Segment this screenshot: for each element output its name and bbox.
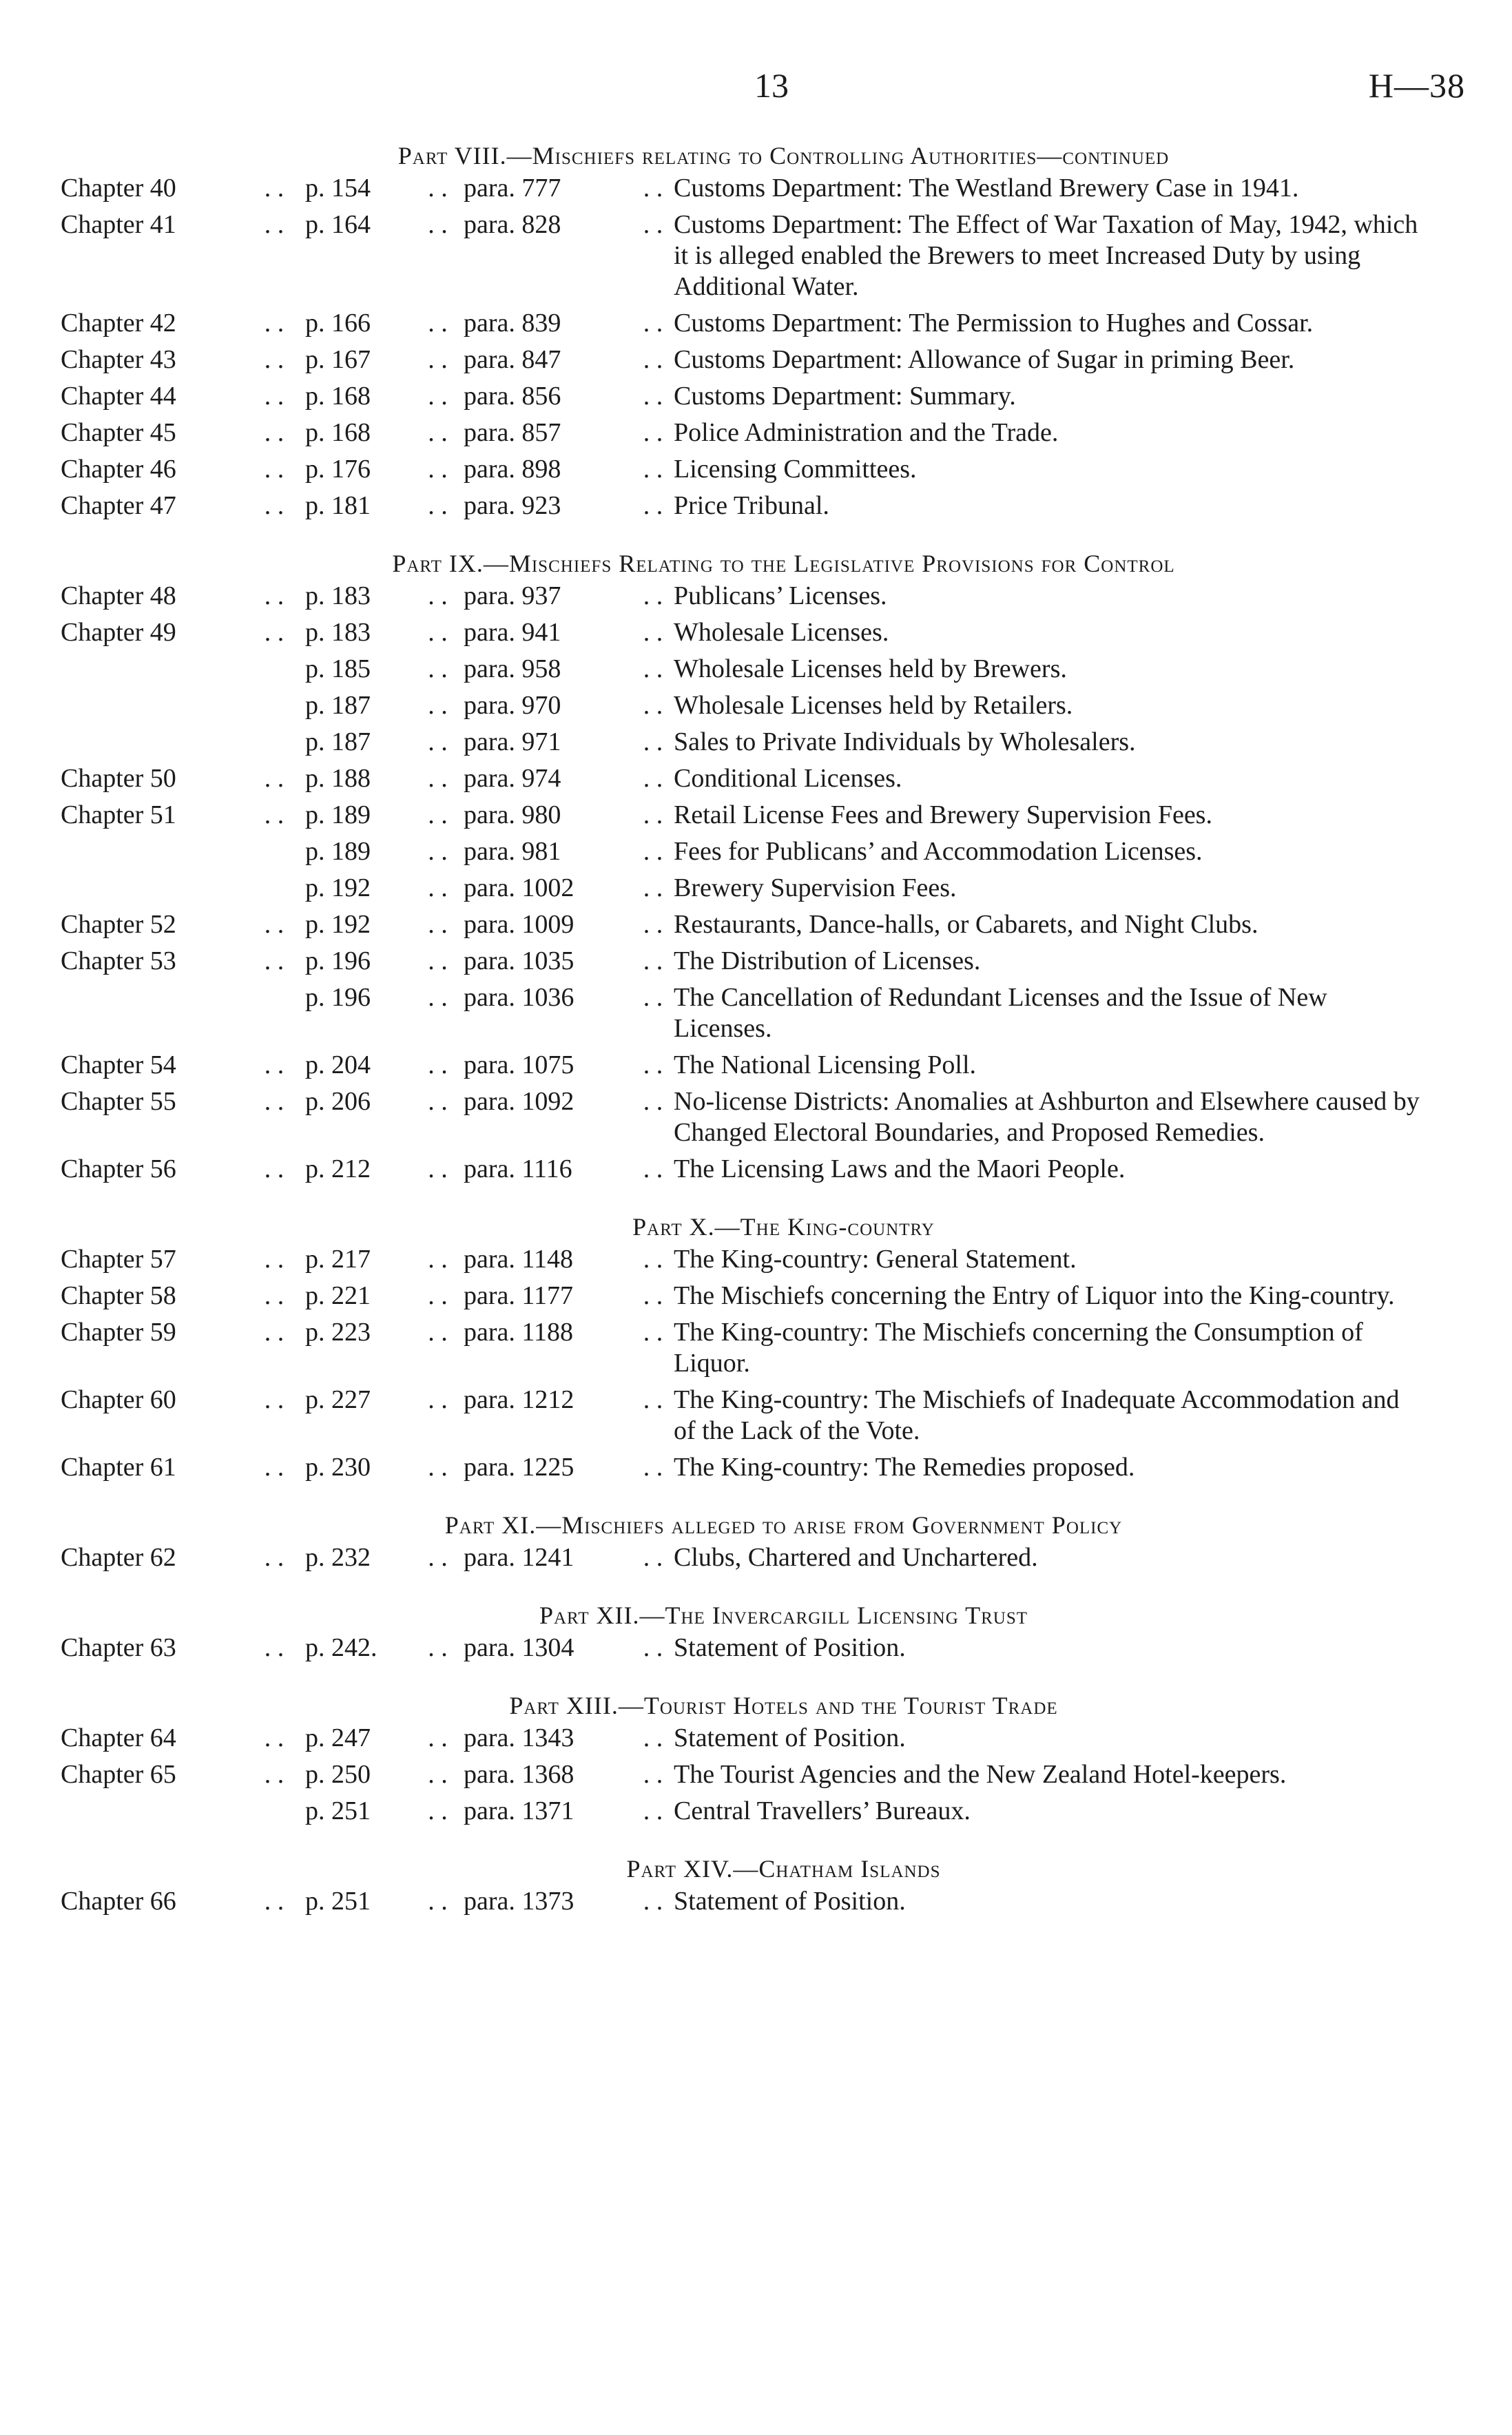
- page-reference: p. 176: [305, 455, 371, 484]
- page-reference: p. 185: [305, 654, 371, 683]
- paragraph-reference: para. 828: [464, 210, 561, 239]
- paragraph-reference: para. 856: [464, 382, 561, 411]
- paragraph-reference: para. 1373: [464, 1887, 574, 1916]
- toc-rows: [0, 1723, 1512, 1827]
- toc-entry[interactable]: [0, 836, 1512, 867]
- toc-entry[interactable]: [0, 654, 1512, 685]
- chapter-title: Wholesale Licenses held by Retailers.: [674, 691, 1073, 720]
- part-heading: [0, 1601, 1512, 1630]
- paragraph-reference: para. 981: [464, 837, 561, 866]
- leader-dots: . .: [643, 764, 663, 793]
- leader-dots: . .: [643, 345, 663, 374]
- page-reference: p. 242.: [305, 1633, 377, 1662]
- page-reference: p. 230: [305, 1453, 371, 1482]
- chapter-title: Brewery Supervision Fees.: [674, 873, 957, 902]
- leader-dots: . .: [643, 618, 663, 647]
- paragraph-reference: para. 1116: [464, 1154, 572, 1183]
- part-heading-text: Part XII.—The Invercargill Licensing Trust: [539, 1602, 1028, 1629]
- part-heading: [0, 1511, 1512, 1540]
- chapter-title: The Distribution of Licenses.: [674, 946, 981, 975]
- chapter-number: Chapter 51: [61, 800, 176, 829]
- leader-dots: . .: [643, 1760, 663, 1789]
- chapter-title: Fees for Publicans’ and Accommodation Licenses.: [674, 837, 1203, 866]
- leader-dots: . .: [428, 1887, 448, 1916]
- toc-entry[interactable]: [0, 1452, 1512, 1483]
- chapter-number: Chapter 61: [61, 1453, 176, 1482]
- chapter-number: Chapter 48: [61, 581, 176, 610]
- page-reference: p. 192: [305, 873, 371, 902]
- chapter-title: Wholesale Licenses held by Brewers.: [674, 654, 1067, 683]
- toc-entry[interactable]: [0, 1542, 1512, 1573]
- toc-entry[interactable]: [0, 1759, 1512, 1790]
- chapter-title: Clubs, Chartered and Unchartered.: [674, 1543, 1038, 1572]
- leader-dots: . .: [643, 910, 663, 939]
- leader-dots: . .: [428, 654, 448, 683]
- leader-dots: . .: [643, 654, 663, 683]
- leader-dots: . .: [643, 418, 663, 447]
- leader-dots: . .: [264, 1154, 284, 1183]
- part-heading: [0, 1854, 1512, 1883]
- leader-dots: . .: [264, 455, 284, 484]
- page-reference: p. 192: [305, 910, 371, 939]
- leader-dots: . .: [264, 1453, 284, 1482]
- page-reference: p. 187: [305, 691, 371, 720]
- toc-entry[interactable]: [0, 308, 1512, 339]
- part-heading-text: Part XIV.—Chatham Islands: [626, 1855, 941, 1883]
- paragraph-reference: para. 857: [464, 418, 561, 447]
- chapter-title: Conditional Licenses.: [674, 764, 902, 793]
- chapter-number: Chapter 66: [61, 1887, 176, 1916]
- paragraph-reference: para. 847: [464, 345, 561, 374]
- leader-dots: . .: [428, 382, 448, 411]
- chapter-number: Chapter 64: [61, 1723, 176, 1752]
- leader-dots: . .: [643, 1633, 663, 1662]
- leader-dots: . .: [264, 1760, 284, 1789]
- chapter-title: Customs Department: The Effect of War Taxation of May, 1942, which it is alleged enabled the Brewers to meet Increased Duty by using Additional Water.: [674, 210, 1418, 301]
- toc-part: [0, 1691, 1512, 1827]
- leader-dots: . .: [264, 1087, 284, 1116]
- leader-dots: . .: [264, 210, 284, 239]
- chapter-number: Chapter 58: [61, 1281, 176, 1310]
- paragraph-reference: para. 1212: [464, 1385, 574, 1414]
- leader-dots: . .: [264, 581, 284, 610]
- leader-dots: . .: [264, 800, 284, 829]
- paragraph-reference: para. 1188: [464, 1318, 573, 1347]
- page-header: [0, 65, 1512, 114]
- leader-dots: . .: [428, 491, 448, 520]
- leader-dots: . .: [264, 1385, 284, 1414]
- toc-entry[interactable]: [0, 690, 1512, 721]
- leader-dots: . .: [643, 1318, 663, 1347]
- toc-entry[interactable]: [0, 946, 1512, 977]
- chapter-title: The King-country: The Mischiefs concerning the Consumption of Liquor.: [674, 1318, 1363, 1378]
- chapter-title: Restaurants, Dance-halls, or Cabarets, and Night Clubs.: [674, 910, 1259, 939]
- page-reference: p. 227: [305, 1385, 371, 1414]
- page-reference: p. 250: [305, 1760, 371, 1789]
- leader-dots: . .: [264, 618, 284, 647]
- leader-dots: . .: [428, 1543, 448, 1572]
- paragraph-reference: para. 1343: [464, 1723, 574, 1752]
- part-heading-text: Part XIII.—Tourist Hotels and the Tourist Trade: [509, 1692, 1058, 1719]
- chapter-title: The Mischiefs concerning the Entry of Liquor into the King-country.: [674, 1281, 1395, 1310]
- page-reference: p. 188: [305, 764, 371, 793]
- paragraph-reference: para. 839: [464, 309, 561, 338]
- leader-dots: . .: [643, 1796, 663, 1825]
- leader-dots: . .: [428, 800, 448, 829]
- toc-entry[interactable]: [0, 982, 1512, 1044]
- leader-dots: . .: [264, 1723, 284, 1752]
- paragraph-reference: para. 971: [464, 727, 561, 756]
- toc-entry[interactable]: [0, 1796, 1512, 1827]
- toc-entry[interactable]: [0, 173, 1512, 204]
- leader-dots: . .: [643, 581, 663, 610]
- paragraph-reference: para. 923: [464, 491, 561, 520]
- paragraph-reference: para. 1002: [464, 873, 574, 902]
- chapter-title: Customs Department: The Westland Brewery Case in 1941.: [674, 174, 1299, 203]
- paragraph-reference: para. 1368: [464, 1760, 574, 1789]
- chapter-number: Chapter 44: [61, 382, 176, 411]
- page-reference: p. 196: [305, 983, 371, 1012]
- chapter-title: Customs Department: Summary.: [674, 382, 1016, 411]
- leader-dots: . .: [643, 1087, 663, 1116]
- leader-dots: . .: [428, 1760, 448, 1789]
- leader-dots: . .: [643, 382, 663, 411]
- leader-dots: . .: [643, 800, 663, 829]
- leader-dots: . .: [643, 727, 663, 756]
- part-heading-text: Part XI.—Mischiefs alleged to arise from Government Policy: [444, 1511, 1123, 1539]
- paragraph-reference: para. 1035: [464, 946, 574, 975]
- leader-dots: . .: [428, 1318, 448, 1347]
- leader-dots: . .: [643, 309, 663, 338]
- toc-entry[interactable]: [0, 1886, 1512, 1917]
- leader-dots: . .: [643, 1543, 663, 1572]
- paragraph-reference: para. 1371: [464, 1796, 574, 1825]
- chapter-title: Statement of Position.: [674, 1723, 906, 1752]
- leader-dots: . .: [264, 1281, 284, 1310]
- chapter-title: Customs Department: The Permission to Hughes and Cossar.: [674, 309, 1314, 338]
- leader-dots: . .: [428, 1723, 448, 1752]
- page-reference: p. 181: [305, 491, 371, 520]
- chapter-number: Chapter 47: [61, 491, 176, 520]
- toc-part: [0, 1854, 1512, 1917]
- leader-dots: . .: [428, 983, 448, 1012]
- paragraph-reference: para. 958: [464, 654, 561, 683]
- paragraph-reference: para. 1009: [464, 910, 574, 939]
- toc-entry[interactable]: [0, 873, 1512, 904]
- leader-dots: . .: [428, 618, 448, 647]
- toc-entry[interactable]: [0, 344, 1512, 375]
- page-reference: p. 247: [305, 1723, 371, 1752]
- part-heading: [0, 141, 1512, 170]
- leader-dots: . .: [643, 491, 663, 520]
- chapter-number: Chapter 41: [61, 210, 176, 239]
- leader-dots: . .: [264, 309, 284, 338]
- part-heading-text: Part X.—The King-country: [632, 1213, 935, 1241]
- leader-dots: . .: [643, 210, 663, 239]
- leader-dots: . .: [264, 1050, 284, 1079]
- leader-dots: . .: [428, 1633, 448, 1662]
- leader-dots: . .: [643, 1050, 663, 1079]
- part-heading: [0, 1691, 1512, 1720]
- leader-dots: . .: [643, 1154, 663, 1183]
- page-reference: p. 232: [305, 1543, 371, 1572]
- chapter-title: Retail License Fees and Brewery Supervision Fees.: [674, 800, 1212, 829]
- chapter-title: The King-country: The Remedies proposed.: [674, 1453, 1135, 1482]
- paragraph-reference: para. 937: [464, 581, 561, 610]
- paragraph-reference: para. 1304: [464, 1633, 574, 1662]
- paragraph-reference: para. 777: [464, 174, 561, 203]
- chapter-number: Chapter 57: [61, 1245, 176, 1274]
- toc-part: [0, 1212, 1512, 1483]
- chapter-number: Chapter 55: [61, 1087, 176, 1116]
- page-reference: p. 189: [305, 800, 371, 829]
- paragraph-reference: para. 1036: [464, 983, 574, 1012]
- leader-dots: . .: [264, 1887, 284, 1916]
- chapter-title: Statement of Position.: [674, 1633, 906, 1662]
- leader-dots: . .: [428, 946, 448, 975]
- toc-entry[interactable]: [0, 1050, 1512, 1081]
- toc-rows: [0, 173, 1512, 521]
- page-reference: p. 187: [305, 727, 371, 756]
- leader-dots: . .: [264, 1245, 284, 1274]
- leader-dots: . .: [428, 1245, 448, 1274]
- leader-dots: . .: [428, 910, 448, 939]
- toc-entry[interactable]: [0, 1317, 1512, 1379]
- chapter-number: Chapter 40: [61, 174, 176, 203]
- chapter-number: Chapter 46: [61, 455, 176, 484]
- toc-entry[interactable]: [0, 1633, 1512, 1664]
- chapter-number: Chapter 60: [61, 1385, 176, 1414]
- page-reference: p. 206: [305, 1087, 371, 1116]
- page-reference: p. 154: [305, 174, 371, 203]
- leader-dots: . .: [643, 1723, 663, 1752]
- leader-dots: . .: [643, 455, 663, 484]
- toc-entry[interactable]: [0, 800, 1512, 831]
- page-number: 13: [754, 66, 789, 105]
- paragraph-reference: para. 1225: [464, 1453, 574, 1482]
- page-reference: p. 251: [305, 1887, 371, 1916]
- leader-dots: . .: [428, 837, 448, 866]
- page-reference: p. 164: [305, 210, 371, 239]
- toc-entry[interactable]: [0, 909, 1512, 940]
- chapter-number: Chapter 63: [61, 1633, 176, 1662]
- leader-dots: . .: [643, 837, 663, 866]
- leader-dots: . .: [264, 946, 284, 975]
- toc-entry[interactable]: [0, 1385, 1512, 1447]
- leader-dots: . .: [643, 174, 663, 203]
- leader-dots: . .: [264, 345, 284, 374]
- chapter-title: Price Tribunal.: [674, 491, 829, 520]
- leader-dots: . .: [643, 1385, 663, 1414]
- leader-dots: . .: [428, 1453, 448, 1482]
- chapter-number: Chapter 53: [61, 946, 176, 975]
- toc-entry[interactable]: [0, 417, 1512, 448]
- leader-dots: . .: [428, 1087, 448, 1116]
- part-heading-text: Part VIII.—Mischiefs relating to Controlling Authorities—continued: [397, 142, 1170, 169]
- chapter-title: The Licensing Laws and the Maori People.: [674, 1154, 1126, 1183]
- chapter-title: The Cancellation of Redundant Licenses and the Issue of New Licenses.: [674, 983, 1327, 1043]
- toc-entry[interactable]: [0, 581, 1512, 612]
- toc-rows: [0, 1886, 1512, 1917]
- chapter-title: Police Administration and the Trade.: [674, 418, 1059, 447]
- page-reference: p. 168: [305, 418, 371, 447]
- toc-entry[interactable]: [0, 454, 1512, 485]
- page-reference: p. 183: [305, 581, 371, 610]
- page-reference: p. 221: [305, 1281, 371, 1310]
- chapter-title: The National Licensing Poll.: [674, 1050, 977, 1079]
- paragraph-reference: para. 1092: [464, 1087, 574, 1116]
- paragraph-reference: para. 1177: [464, 1281, 573, 1310]
- page-reference: p. 251: [305, 1796, 371, 1825]
- toc-part: [0, 1601, 1512, 1664]
- paragraph-reference: para. 974: [464, 764, 561, 793]
- part-heading: [0, 1212, 1512, 1241]
- chapter-number: Chapter 42: [61, 309, 176, 338]
- chapter-title: Wholesale Licenses.: [674, 618, 889, 647]
- leader-dots: . .: [428, 1385, 448, 1414]
- leader-dots: . .: [428, 1281, 448, 1310]
- page-reference: p. 212: [305, 1154, 371, 1183]
- chapter-title: The King-country: General Statement.: [674, 1245, 1077, 1274]
- leader-dots: . .: [643, 983, 663, 1012]
- chapter-number: Chapter 43: [61, 345, 176, 374]
- chapter-title: Statement of Position.: [674, 1887, 906, 1916]
- toc-entry[interactable]: [0, 727, 1512, 758]
- leader-dots: . .: [428, 764, 448, 793]
- chapter-number: Chapter 49: [61, 618, 176, 647]
- leader-dots: . .: [428, 1796, 448, 1825]
- chapter-number: Chapter 62: [61, 1543, 176, 1572]
- leader-dots: . .: [428, 174, 448, 203]
- toc-entry[interactable]: [0, 1086, 1512, 1148]
- page-reference: p. 223: [305, 1318, 371, 1347]
- toc-entry[interactable]: [0, 1244, 1512, 1275]
- leader-dots: . .: [428, 691, 448, 720]
- toc-entry[interactable]: [0, 617, 1512, 648]
- page-reference: p. 217: [305, 1245, 371, 1274]
- toc-rows: [0, 1244, 1512, 1483]
- chapter-title: No-license Districts: Anomalies at Ashburton and Elsewhere caused by Changed Electoral Boundaries, and Proposed Remedies.: [674, 1087, 1420, 1147]
- chapter-title: Publicans’ Licenses.: [674, 581, 887, 610]
- toc-entry[interactable]: [0, 763, 1512, 794]
- chapter-title: The Tourist Agencies and the New Zealand Hotel-keepers.: [674, 1760, 1287, 1789]
- leader-dots: . .: [643, 691, 663, 720]
- leader-dots: . .: [428, 1154, 448, 1183]
- leader-dots: . .: [643, 1245, 663, 1274]
- chapter-title: Central Travellers’ Bureaux.: [674, 1796, 971, 1825]
- toc-part: [0, 1511, 1512, 1573]
- chapter-title: Sales to Private Individuals by Wholesalers.: [674, 727, 1136, 756]
- leader-dots: . .: [264, 174, 284, 203]
- chapter-number: Chapter 50: [61, 764, 176, 793]
- leader-dots: . .: [264, 1633, 284, 1662]
- chapter-number: Chapter 59: [61, 1318, 176, 1347]
- part-heading: [0, 549, 1512, 578]
- page-reference: p. 204: [305, 1050, 371, 1079]
- toc-part: [0, 141, 1512, 521]
- leader-dots: . .: [428, 309, 448, 338]
- toc-rows: [0, 1542, 1512, 1573]
- paragraph-reference: para. 980: [464, 800, 561, 829]
- toc-part: [0, 549, 1512, 1185]
- leader-dots: . .: [428, 345, 448, 374]
- leader-dots: . .: [428, 418, 448, 447]
- part-heading-text: Part IX.—Mischiefs Relating to the Legislative Provisions for Control: [392, 550, 1175, 577]
- toc-rows: [0, 581, 1512, 1185]
- page-reference: p. 196: [305, 946, 371, 975]
- chapter-title: Licensing Committees.: [674, 455, 917, 484]
- leader-dots: . .: [428, 455, 448, 484]
- toc-entry[interactable]: [0, 1281, 1512, 1312]
- paragraph-reference: para. 1075: [464, 1050, 574, 1079]
- paragraph-reference: para. 970: [464, 691, 561, 720]
- document-reference: H—38: [1368, 66, 1465, 105]
- leader-dots: . .: [264, 491, 284, 520]
- chapter-number: Chapter 56: [61, 1154, 176, 1183]
- paragraph-reference: para. 898: [464, 455, 561, 484]
- toc-entry[interactable]: [0, 381, 1512, 412]
- toc-entry[interactable]: [0, 1723, 1512, 1754]
- page-reference: p. 168: [305, 382, 371, 411]
- chapter-title: Customs Department: Allowance of Sugar in priming Beer.: [674, 345, 1295, 374]
- page-reference: p. 167: [305, 345, 371, 374]
- toc-entry[interactable]: [0, 209, 1512, 302]
- leader-dots: . .: [264, 1318, 284, 1347]
- paragraph-reference: para. 1241: [464, 1543, 574, 1572]
- paragraph-reference: para. 1148: [464, 1245, 573, 1274]
- page-reference: p. 166: [305, 309, 371, 338]
- page-reference: p. 183: [305, 618, 371, 647]
- leader-dots: . .: [643, 873, 663, 902]
- toc-rows: [0, 1633, 1512, 1664]
- leader-dots: . .: [428, 873, 448, 902]
- chapter-number: Chapter 65: [61, 1760, 176, 1789]
- leader-dots: . .: [428, 210, 448, 239]
- leader-dots: . .: [428, 581, 448, 610]
- leader-dots: . .: [264, 418, 284, 447]
- leader-dots: . .: [643, 1887, 663, 1916]
- leader-dots: . .: [643, 1453, 663, 1482]
- leader-dots: . .: [428, 727, 448, 756]
- leader-dots: . .: [264, 764, 284, 793]
- toc-entry[interactable]: [0, 490, 1512, 521]
- leader-dots: . .: [643, 946, 663, 975]
- chapter-title: The King-country: The Mischiefs of Inadequate Accommodation and of the Lack of the Vote.: [674, 1385, 1400, 1445]
- table-of-contents: [0, 141, 1512, 1923]
- chapter-number: Chapter 45: [61, 418, 176, 447]
- page-reference: p. 189: [305, 837, 371, 866]
- leader-dots: . .: [643, 1281, 663, 1310]
- toc-entry[interactable]: [0, 1154, 1512, 1185]
- paragraph-reference: para. 941: [464, 618, 561, 647]
- chapter-number: Chapter 52: [61, 910, 176, 939]
- leader-dots: . .: [264, 382, 284, 411]
- chapter-number: Chapter 54: [61, 1050, 176, 1079]
- leader-dots: . .: [264, 910, 284, 939]
- leader-dots: . .: [428, 1050, 448, 1079]
- leader-dots: . .: [264, 1543, 284, 1572]
